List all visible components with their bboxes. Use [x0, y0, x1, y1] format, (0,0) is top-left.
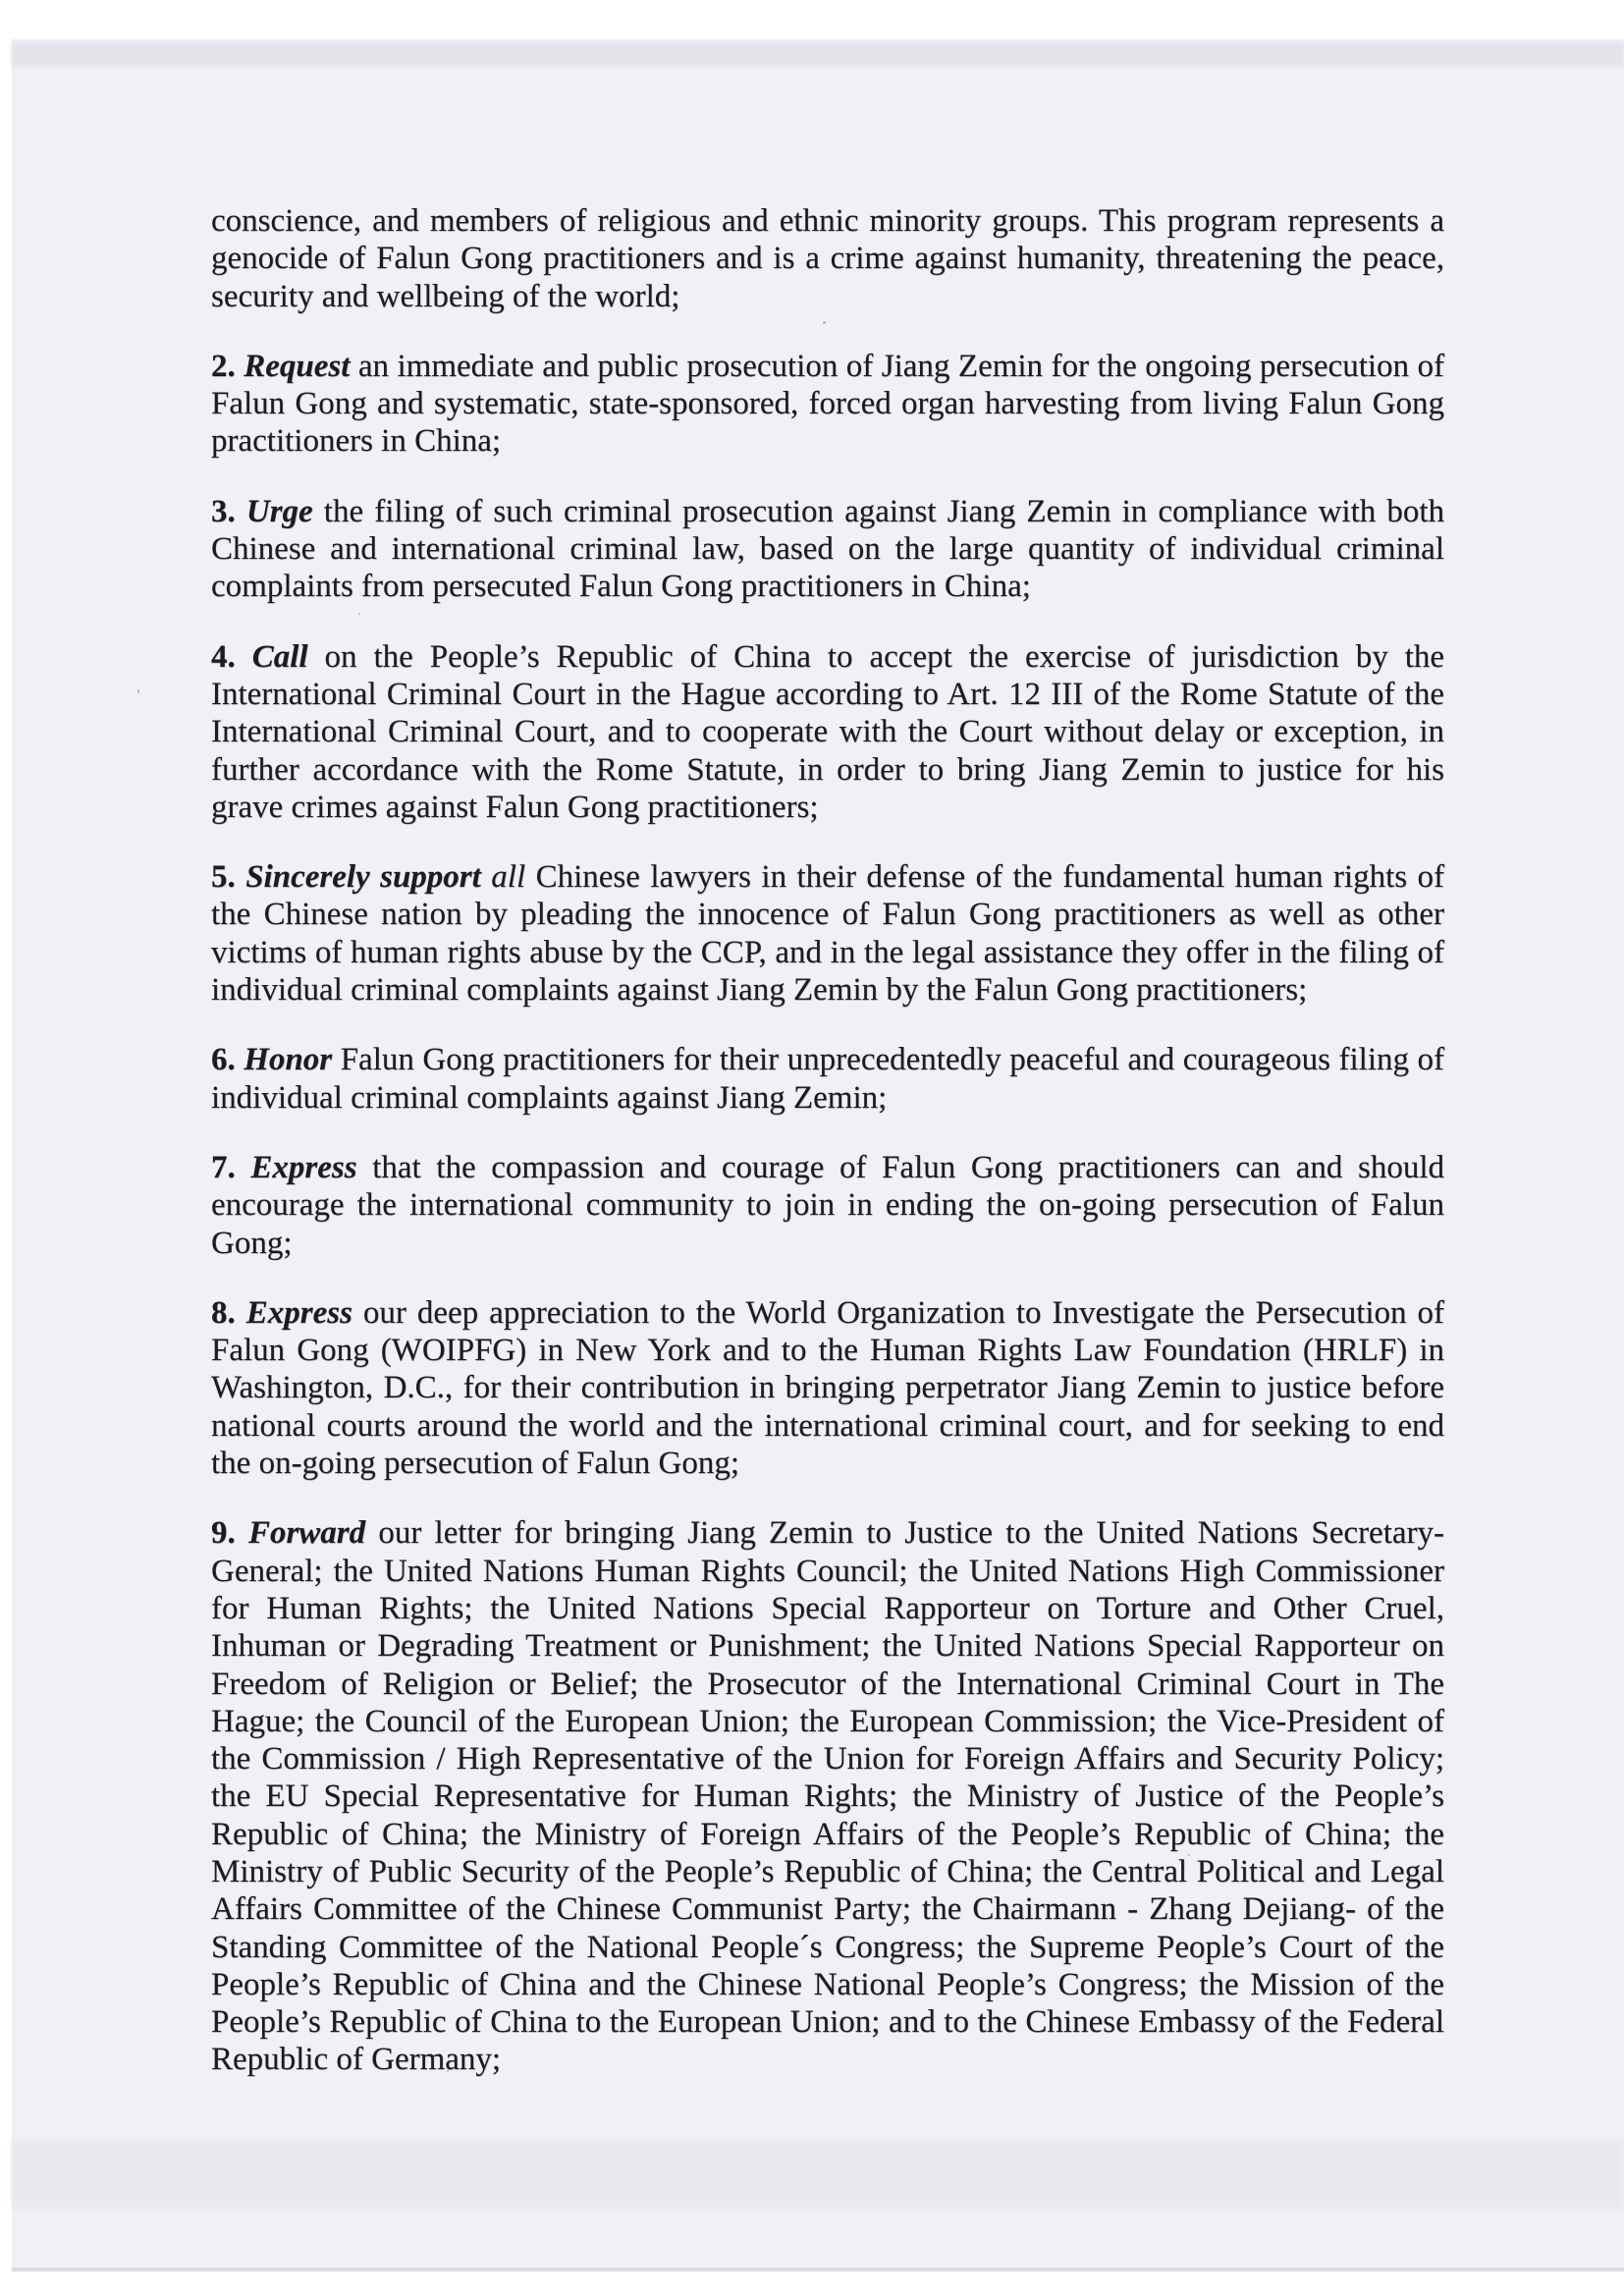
- paragraph-body: our deep appreciation to the World Organization to Investigate the Persecution of Falun Gong (WOIPFG) in New York and to the Human Rights Law Foundation (HRLF) in Washington, D.C., for their contribution in bringing perpetrator Jiang Zemin to justice before national courts around the world and the international criminal court, and for seeking to end the on-going persecution of Falun Gong;: [211, 1294, 1444, 1482]
- document-paragraph: [211, 1041, 1444, 1117]
- paragraph-lead-italic: all: [491, 859, 526, 896]
- paragraph-number: 8.: [211, 1294, 236, 1331]
- paragraph-lead-word: Forward: [247, 1515, 366, 1552]
- scan-page-bottom-edge: [12, 2268, 1624, 2270]
- scan-artifact-top-band: [12, 42, 1624, 67]
- paragraph-body: Chinese lawyers in their defense of the fundamental human rights of the Chinese nation by pleading the innocence of Falun Gong practitioners as well as other victims of human rights abuse by the CCP, and in the legal assistance they offer in the filing of individual criminal complaints against Jiang Zemin by the Falun Gong practitioners;: [211, 859, 1445, 1009]
- document-paragraph: [211, 493, 1444, 606]
- paragraph-lead-word: Request: [244, 348, 351, 384]
- document-paragraph: [211, 202, 1444, 315]
- scan-speck: [447, 2070, 449, 2072]
- paragraph-lead-word: Express: [245, 1294, 352, 1331]
- document-paragraph: [211, 1514, 1444, 2078]
- paragraph-lead-word: Urge: [245, 493, 313, 529]
- document-paragraph: [211, 858, 1444, 1009]
- paragraph-lead-word: Honor: [244, 1042, 333, 1078]
- scan-speck: [358, 613, 360, 615]
- scan-artifact-bottom-band: [12, 2139, 1624, 2210]
- paragraph-body: that the compassion and courage of Falun Gong practitioners can and should encourage the international community to join in ending the on-going persecution of Falun Gong;: [211, 1149, 1445, 1261]
- paragraph-body: the filing of such criminal prosecution against Jiang Zemin in compliance with both Chinese and international criminal law, based on the large quantity of individual criminal complaints from persecuted Falun Gong practitioners in China;: [211, 493, 1445, 605]
- paragraph-lead-word: Sincerely support: [245, 859, 481, 896]
- paragraph-body: conscience, and members of religious and ethnic minority groups. This program represents a genocide of Falun Gong practitioners and is a crime against humanity, threatening the peace, security and wellbeing of the world;: [211, 203, 1444, 314]
- paragraph-lead-word: Call: [251, 638, 308, 675]
- paragraph-body: Falun Gong practitioners for their unprecedentedly peaceful and courageous filing of individual criminal complaints against Jiang Zemin;: [211, 1042, 1445, 1116]
- document-paragraph: [211, 1294, 1444, 1482]
- document-text-block: [211, 202, 1444, 2079]
- document-paragraph: [211, 1149, 1444, 1262]
- paragraph-body: an immediate and public prosecution of Jiang Zemin for the ongoing persecution of Falun Gong and systematic, state-sponsored, forced organ harvesting from living Falun Gong practitioners in China;: [211, 348, 1445, 460]
- document-paragraph: [211, 638, 1444, 826]
- paragraph-body: our letter for bringing Jiang Zemin to Justice to the United Nations Secretary-General; the United Nations Human Rights Council; the United Nations High Commissioner for Human Rights; the United Nations Special Rapporteur on Torture and Other Cruel, Inhuman or Degrading Treatment or Punishment; the United Nations Special Rapporteur on Freedom of Religion or Belief; the Prosecutor of the International Criminal Court in The Hague; the Council of the European Union; the European Commission; the Vice-President of the Commission / High Representative of the Union for Foreign Affairs and Security Policy; the EU Special Representative for Human Rights; the Ministry of Justice of the People’s Republic of China; the Ministry of Foreign Affairs of the People’s Republic of China; the Ministry of Public Security of the People’s Republic of China; the Central Political and Legal Affairs Committee of the Chinese Communist Party; the Chairmann - Zhang Dejiang- of the Standing Committee of the National People´s Congress; the Supreme People’s Court of the People’s Republic of China and the Chinese National People’s Congress; the Mission of the People’s Republic of China to the European Union; and to the Chinese Embassy of the Federal Republic of Germany;: [211, 1515, 1444, 2078]
- paragraph-number: 4.: [211, 638, 236, 675]
- paragraph-number: 9.: [211, 1515, 236, 1552]
- scan-speck: [962, 1434, 964, 1436]
- scan-speck: [137, 689, 139, 693]
- paragraph-body: on the People’s Republic of China to accept the exercise of jurisdiction by the International Criminal Court in the Hague according to Art. 12 III of the Rome Statute of the International Criminal Court, and to cooperate with the Court without delay or exception, in further accordance with the Rome Statute, in order to bring Jiang Zemin to justice for his grave crimes against Falun Gong practitioners;: [211, 638, 1445, 825]
- paragraph-number: 3.: [211, 493, 236, 529]
- paragraph-number: 5.: [211, 859, 236, 896]
- paragraph-number: 6.: [211, 1042, 236, 1078]
- paragraph-number: 2.: [211, 348, 236, 384]
- scan-speck: [823, 321, 826, 324]
- paragraph-lead-word: Express: [250, 1149, 357, 1185]
- scan-speck: [1188, 1854, 1190, 1856]
- paragraph-number: 7.: [211, 1149, 236, 1185]
- document-paragraph: [211, 348, 1444, 461]
- scanned-document-page: [12, 39, 1624, 2270]
